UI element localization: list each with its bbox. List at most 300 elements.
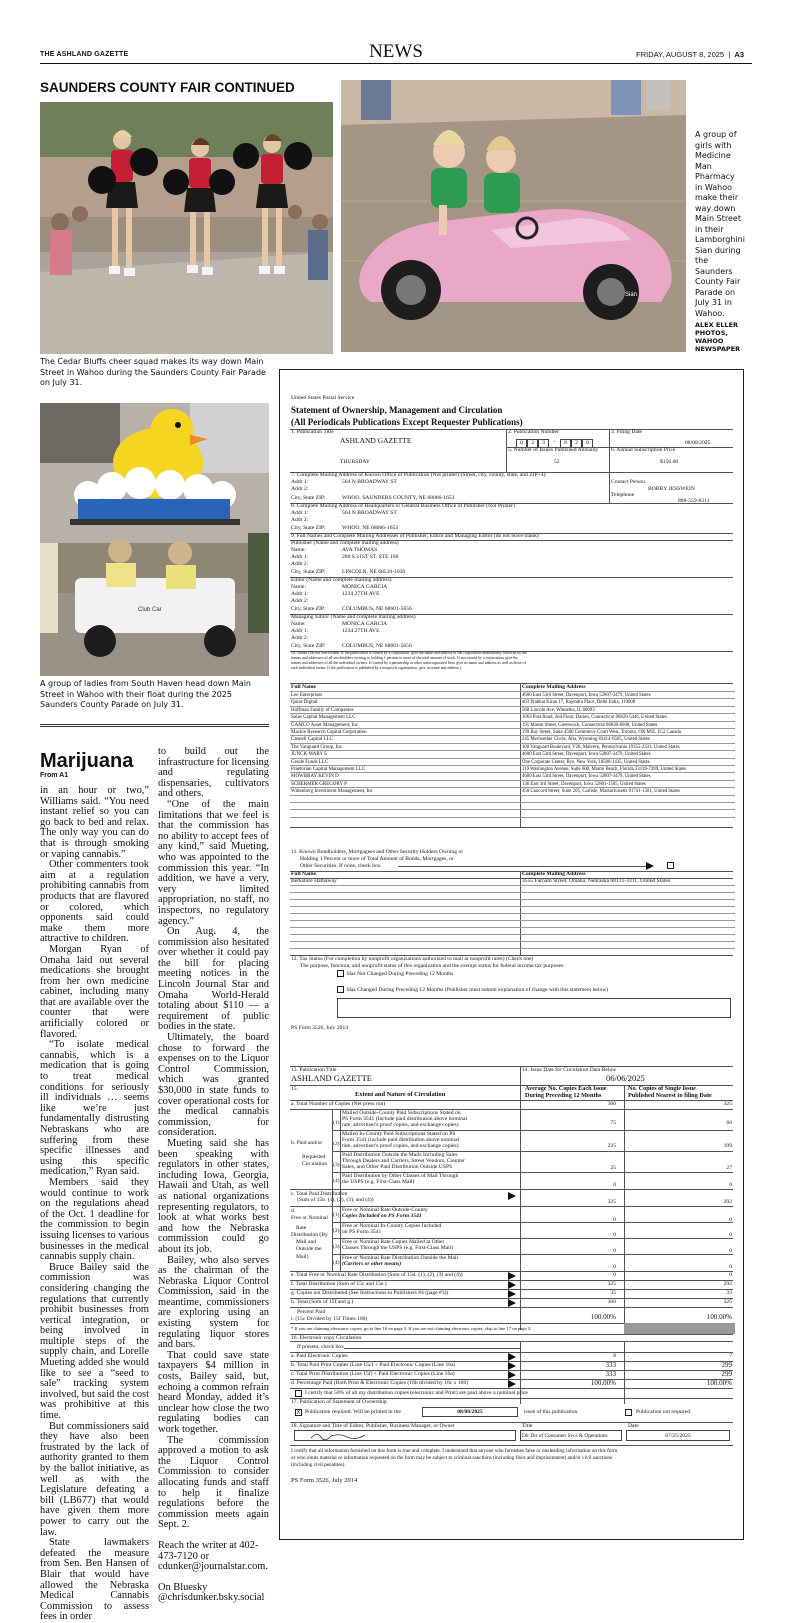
row-label: c. Total Paid Distribution <box>291 1191 348 1197</box>
owner-name: Cannell Capital LLC <box>291 737 333 743</box>
owner-name: Geode Funds LLC <box>291 759 329 765</box>
other-classes-single: 0 <box>729 1182 732 1188</box>
row-label: (Carriers or other means) <box>342 1261 402 1267</box>
field-label: 9. Full Names and Complete Mailing Addresses of Publisher, Editor and Managing Editor (do not leave blank) <box>291 533 539 539</box>
field-label: 8. Complete Mailing Address of Headquarters or General Business Office of Publisher (Not Printer) <box>291 503 515 509</box>
issue-frequency: THURSDAY <box>340 459 370 465</box>
owner-address: 110 Washington Avenue, Suite 600, Miami Beach, Florida 33139-7289, United States <box>522 767 687 772</box>
owner-address: 403 Prabhat Kiran 17, Rajendra Place, Delhi India, 110008 <box>522 700 636 706</box>
row-label: c. Total Print Distribution (Line 15f) + Paid Electronic Copies (Line 16a) <box>291 1371 455 1377</box>
row-label: on PS Form 3541 <box>342 1229 382 1235</box>
form-agency: United States Postal Service <box>291 395 355 401</box>
total-paid-avg: 325 <box>607 1199 616 1205</box>
issues-per-year: 52 <box>554 459 560 465</box>
field-label: Publisher (Name and complete mailing address) <box>291 540 399 546</box>
owner-name: Wittenberg Investment Management, Inc <box>291 789 373 795</box>
total-print-electronic-single: 299 <box>721 1370 732 1378</box>
bond-address-header: Complete Mailing Address <box>522 871 586 877</box>
field-label: Telephone <box>611 492 635 498</box>
field-label: Addr 2: <box>291 486 309 492</box>
field-label: City, State ZIP: <box>291 569 326 575</box>
office-city: WHOO, SAUNDERS COUNTY, NE 68066-1653 <box>342 495 455 501</box>
cart-plate: Club Car <box>138 607 162 613</box>
publisher-address: 200 S 21ST ST. STE 100 <box>342 554 399 560</box>
owner-name: Lee Enterprises <box>291 693 323 698</box>
field-label: Addr 1: <box>291 479 309 485</box>
row-label: a. Total Number of Copies (Net press run) <box>291 1101 386 1107</box>
signer-title: Dir Dir of Consumer Svcs & Operations <box>522 1433 608 1439</box>
paragraph: Morgan Ryan of Omaha laid out several medications she brought from her own medicine cabinet, including many that are available over the counter that were artificially colored or flavored. <box>40 943 149 1040</box>
other-classes-avg: 0 <box>613 1182 616 1188</box>
arrow-icon <box>646 862 654 870</box>
owner-address: 199 Bay Street, Suite 4500 Commerce Court West, Toronto, ON M5L 1G2 Canada <box>522 730 681 735</box>
outside-mail-single: 27 <box>726 1165 732 1171</box>
row-label: d. Percentage Paid (Both Print & Electronic Copies (16b divided by 16c x 100) <box>291 1380 469 1386</box>
photo-credit: ALEX ELLER PHOTOS, WAHOO NEWSPAPER <box>695 321 741 353</box>
electronic-note: * If you are claiming electronic copies, go to line 16 on page 3. If you are not claiming electronic copies, skip to line 17 on page 3. <box>291 1326 532 1331</box>
pub-num-digit: 0 <box>516 439 527 448</box>
owner-name: Quint Digital <box>291 700 318 706</box>
certification-text: or who omits material or information requested on the form may be subject to criminal sanctions (including fines and imprisonment) and/or civil sanctions <box>291 1455 612 1461</box>
bond-name-header: Full Name <box>291 871 317 877</box>
arrow-icon <box>508 1299 516 1307</box>
pub-num-digit: 3 <box>527 439 538 448</box>
field-label: Addr 1: <box>291 510 309 516</box>
total-distribution-single: 292 <box>723 1281 732 1287</box>
free-outside-county-avg: 0 <box>613 1217 616 1223</box>
owner-address: 4600 East 53rd Street, Davenport, Iowa 52807-3479, United States <box>522 774 651 780</box>
field-label: 17. Publication of Statement of Ownership <box>291 1399 387 1405</box>
field-label: Addr 2: <box>291 517 309 523</box>
subscription-price: $156.00 <box>660 459 679 465</box>
row-label: Free or Nominal Rate Distribution Outside the Mail <box>342 1255 459 1261</box>
paragraph: Bruce Bailey said the commission was considering changing the regulations that currently prohibit businesses from vertical integration, or being involved in multiple steps of the supply chain, and Lorelle Mueting added she would like to see a “seed to sale” tracking system involved, but said the cost was prohibitive at this time. <box>40 1261 149 1422</box>
not-distributed-single: 33 <box>726 1290 732 1296</box>
paper-name: THE ASHLAND GAZETTE <box>40 51 129 58</box>
pub-num-digit: 8 <box>560 439 571 448</box>
field-label: 13. Publication Title <box>291 1067 337 1073</box>
article-rule <box>40 724 269 727</box>
owner-row-empty <box>290 817 735 824</box>
paragraph: On Aug. 4, the commission also hesitated over whether it could pay the bill for placing meeting notices in the Lincoln Journal Star and Omaha World-Herald totaling about $110 — a requirement of public bodies in the state. <box>158 926 269 1033</box>
owner-name: Solas Capital Management LLC <box>291 715 356 721</box>
owner-row <box>290 691 735 698</box>
owner-instructions: names and addresses of all the individual owners. If owned by a partnership or other unincorporated firm, give its name and address as well as those of <box>291 661 526 665</box>
field-label: 7. Complete Mailing Address of Known Office of Publication (Not printer) (Street, city, county, state, and ZIP+4) <box>291 472 546 478</box>
total-free-single: 0 <box>729 1272 732 1278</box>
hq-city: WHOO, NE 68066-1653 <box>342 525 399 531</box>
duck-float-photo <box>40 403 269 676</box>
form-subtitle: (All Periodicals Publications Except Requester Publications) <box>291 417 523 427</box>
paragraph: That could save state taxpayers $4 million in costs, Bailey said, but, echoing a common refrain heard Monday, added it’s unclear how close the two regulating bodies can work together. <box>158 1349 269 1435</box>
tax-status-unchanged-checkbox[interactable] <box>337 970 344 977</box>
paid-print-electronic-avg: 333 <box>605 1361 616 1369</box>
publication-title: ASHLAND GAZETTE <box>340 436 412 445</box>
paragraph: in an hour or two,” Williams said. “You need instant relief so you can go back to bed and relax. The only way you can do that is through smoking or vaping cannabis.” <box>40 785 149 860</box>
owner-name: MOWBRAY KEVIN D <box>291 774 339 780</box>
total-free-avg: 0 <box>613 1272 616 1278</box>
form-title: Statement of Ownership, Management and Circulation <box>291 405 503 415</box>
paid-print-electronic-single: 299 <box>721 1361 732 1369</box>
row-label: Free or Nominal Rate Outside-County <box>342 1207 428 1213</box>
office-address: 564 N BROADWAY ST <box>342 479 397 485</box>
publication-title-2: ASHLAND GAZETTE <box>291 1073 372 1083</box>
field-label: Holding 1 Percent or more of Total Amount of Bonds, Mortgages, or <box>300 856 454 862</box>
owner-address: 4600 East 53rd Street, Davenport, Iowa 52807-3479, United States <box>522 752 651 758</box>
cheer-squad-photo <box>40 102 333 354</box>
row-label: Paid Distribution Outside the Mails Including Sales <box>342 1152 458 1158</box>
owner-name: GAMCO Asset Management, Inc <box>291 722 358 728</box>
field-label: Name: <box>291 621 306 627</box>
row-label: b. Total Paid Print Copies (Line 15c) + Paid Electronic Copies (Line 16a) <box>291 1362 456 1368</box>
publication-not-required-checkbox[interactable] <box>625 1409 632 1416</box>
editor-city: COLUMBUS, NE 68601-5656 <box>342 606 412 612</box>
paragraph: “To isolate medical cannabis, which is a medication that is going to treat medical conditions for seriously ill individuals … seems like we’re just fundamentally distrusting Nebraskans who are suffering from these specific illnesses and using this specific medication,” Ryan said. <box>40 1039 149 1178</box>
in-county-single: 199 <box>723 1143 732 1149</box>
owner-name: Hoffman Family of Companies <box>291 707 354 713</box>
row-label: g. Copies not Distributed (See Instructions to Publishers #4 (page #3)) <box>291 1290 449 1296</box>
ps-form-3526: United States Postal Service Statement of Ownership, Management and Circulation (All Periodicals Publications Except Requester Publications) 1. Publication Title ASHLAND GAZETTE 2. Publication Number 0 3 3 - 8 2 0 3. Filing Date 08/08/2025 5. Number of Issues Published Annually 52 6. Annual Subscription Price $156.00 THURSDAY 7. Complete Mailing Address of Known Office of Publication (Not printer) (Street, city, county, state, and ZIP+4) Contact Person BOBBY JESSWEIN Telephone 888-559-8311 Addr 1: 564 N BROADWAY ST Addr 2: City, State ZIP: WHOO, SAUNDERS COUNTY, NE 68066-1653 8. Complete Mailing Address of Headquarters or General Business Office of Publisher (Not Printer) Addr 1: 564 N BROADWAY ST Addr 2: City, State ZIP: WHOO, NE 68066-1653 9. Full Names and Complete Mailing Addresses of Publisher, Editor and Managing Editor (do not leave blank) Publisher (Name and complete mailing address) Name: AVA THOMAS Addr 1: 200 S 21ST ST. STE 100 Addr 2: City, State ZIP: LINCOLN, NE 68510-1030 Editor (Name and complete mailing address) Name: MONICA GARCIA Addr 1: 1234 27TH AVE Addr 2: City, State ZIP: COLUMBUS, NE 68601-5656 Managing Editor (Name and complete mailing address) Name: MONICA GARCIA Addr 1: 1234 27TH AVE Addr 2: City, State ZIP: COLUMBUS, NE 68601-5656 10. Owner (Do not leave blank. If the publication is owned by a corporation, give the name and address of the corporation immediately followed by the names and addresses of all stockholders owning or holding 1 percent or more of the total amount of stock. If not owned by a corporation, give the names and addresses of all the individual owners. If owned by a partnership or other unincorporated firm, give its name and address as well as those of each individual owner. If the publication is published by a nonprofit organization, give its name and address.) Full Name Complete Mailing Address Lee Enterprises 4600 East 53rd Street, Davenport, Iowa 52807-3479, United States Quint Digital 403 Prabhat Kiran 17, Rajendra Place, Delhi India, 110008 Hoffman Family of Companies 568 Lincoln Ave, Winnetka, IL 60093 Solas Capital Management LLC 1063 Post Road, 2nd Floor, Darien, Connecticut 06820-5446, United States GAMCO Asset Management, Inc 191 Mason Street, Greenwich, Connecticut 06830-6608, United States Mackie Research Capital Corporation 199 Bay Street, Suite 4500 Commerce Court West, Toronto, ON M5L 1G2 Canada Cannell Capital LLC 245 Meriwether Circle, Alta, Wyoming 83414-6565, United States The Vanguard Group, Inc. 100 Vanguard Boulevard, V26, Malvern, Pennsylvania 19355-2331, United States JUNCK MARY E 4600 East 53rd Street, Davenport, Iowa 52807-3479, United States Geode Funds LLC One Corporate Center, Rye, New York, 10580-1435, United States Praetorian Capital Management LLC 110 Washington Avenue, Suite 600, Miami Beach, Florida 33139-7289, United States MOWBRAY KEVIN D 4600 East 53rd Street, Davenport, Iowa 52807-3479, United States SCHERMER GREGORY P 136 East 3rd Street, Davenport, Iowa 52801-1505, United States Wittenberg Investment Management, Inc 450 Concord Street, Suite 205, Carlisle, Massachusetts 01741-1581, United States 11. Known Bondholders, Mortgagees and Other Security Holders Owning or Holding 1 Percent or more of Total Amount of Bonds, Mortgages, or Other Securities. If none, check box Full Name Complete Mailing Address Berkshire Hathaway 3555 Farnam Street, Omaha, Nebraska 68131-3311, United States 12. Tax Status (For completion by nonprofit organizations authorized to mail at nonprofit rates) (Check one) The purpose, function, and nonprofit status of this organization and the exempt status for federal income tax purposes: Has Not Changed During Preceding 12 Months Has Changed During Preceding 12 Months (Publisher must submit explanation of change with this statement below) PS Form 3526, July 2014 13. Publication Title ASHLAND GAZETTE 14. Issue Date for Circulation Data Below 06/06/2025 15. Extent and Nature of Circulation Average No. Copies Each Issue During Preceding 12 Months No. Copies of Single Issue Published Nearest to filing Date a. Total Number of Copies (Net press run) 360 325 b. Paid and/or Requested Circulation (1) Mailed Outside-County Paid Subscriptions Stated on PS Form 3541 (Include paid distribution above nominal rate, advertiser's proof copies, and exchange copies) 75 66 (2) Mailed In-County Paid Subscriptions Stated on PS Form 3541 (include paid distribution above nominal rate, advertiser's proof copies, and exchange copies) 225 199 (3) Paid Distribution Outside the Mails Including Sales Through Dealers and Carriers, Street Vendors, Counter Sales, and Other Paid Distribution Outside USPS 25 27 (4) Paid Distribution by Other Classes of Mail Through the USPS (e.g. First-Class Mail) 0 0 c. Total Paid Distribution (Sum of 15b. (1), (2), (3), and (4)) 325 292 d. Free or Nominal Rate Distribution (By Mail and Outside the Mail) (1) Free or Nominal Rate Outside-County Copies Included on PS Form 3541 0 0 (2) Free or Nominal In-County Copies Included on PS Form 3541 0 0 (3) Free or Nominal Rate Copies Mailed at Other Classes Through the USPS (e.g. First-Class Mail) 0 0 (4) Free or Nominal Rate Distribution Outside the Mail (Carriers or other means) 0 0 e. Total Free or Nominal Rate Distribution (Sum of 15d. (1), (2), (3) and (4)) 0 0 f. Total Distribution (Sum of 15c and 15e.) 325 292 g. Copies not Distributed (See Instructions to Publishers #4 (page #3)) 35 33 h. Total (Sum of 15f and g.) 360 325 Percent Paid i. (15c Divided by 15f Times 100) 100.00% 100.00% * If you are claiming electronic copies, go to line 16 on page 3. If you are not claiming electronic copies, skip to line 17 on page 3. 16. Electronic copy Circulation If present, check box a. Paid Electronic Copies 8 7 b. Total Paid Print Copies (Line 15c) + Paid Electronic Copies (Line 16a) 333 299 c. Total Print Distribution (Line 15f) + Paid Electronic Copies (Line 16a) 333 299 d. Percentage Paid (Both Print & Electronic Copies (16b divided by 16c x 100) 100.00% 100.00% I certify that 50% of all my distribution copies (electronic and Print) are paid above a nominal price 17. Publication of Statement of Ownership X Publication required. Will be printed in the 08/08/2025 issue of this publication. Publication not required 18. Signature and Title of Editor, Publisher, Business Manager, or Owner Title Date Dir Dir of Consumer Svcs & Operations 07/25/2025 I certify that all information furnished on this form is true and complete. I understand that anyone who furnishes false or misleading information on this form or who omits material or information requested on the form may be subject to criminal sanctions (including fines and imprisonment) and/or civil sanctions (including civil penalties). PS Form 3526, July 2014 <box>279 369 744 1540</box>
field-label: Name: <box>291 547 306 553</box>
publication-number: 0 3 3 - 8 2 0 <box>516 439 593 448</box>
row-label: I certify that 50% of all my distribution copies (electronic and Print) are paid above a nominal price <box>305 1390 528 1396</box>
owners-address-header: Complete Mailing Address <box>522 684 586 690</box>
total-single: 325 <box>723 1299 732 1305</box>
signed-date: 07/25/2025 <box>665 1433 691 1439</box>
row-label: Mail) <box>296 1254 309 1260</box>
owner-row <box>290 728 735 735</box>
field-label: City, State ZIP: <box>291 495 326 501</box>
article-jump: From A1 <box>40 772 69 779</box>
owner-row <box>290 698 735 705</box>
owner-row <box>290 743 735 750</box>
field-label: Other Securities. If none, check box <box>300 863 381 869</box>
certification-text: I certify that all information furnished on this form is true and complete. I understand that anyone who furnishes false or misleading information on this form <box>291 1448 618 1454</box>
field-label: Title <box>522 1423 533 1429</box>
percent-paid-avg: 100.00% <box>590 1313 616 1321</box>
owner-address: 4600 East 53rd Street, Davenport, Iowa 52807-3479, United States <box>522 693 651 698</box>
paragraph: Ultimately, the board chose to forward the expenses on to the Liquor Control Commission, which was granted $30,000 in state funds to cover operational costs for the medical cannabis commission, for consideration. <box>158 1032 269 1139</box>
row-label: the USPS (e.g. First-Class Mail) <box>342 1179 415 1185</box>
owner-address: 100 Vanguard Boulevard, V26, Malvern, Pennsylvania 19355-2331, United States <box>522 744 680 750</box>
row-label: Rate <box>296 1225 307 1231</box>
field-label: City, State ZIP: <box>291 606 326 612</box>
row-label: Publication not required <box>636 1409 691 1415</box>
no-bondholders-checkbox[interactable] <box>667 862 674 869</box>
owner-row <box>290 750 735 757</box>
owner-address: 1063 Post Road, 2nd Floor, Darien, Connecticut 06820-5446, United States <box>522 715 667 721</box>
owner-row <box>290 758 735 765</box>
single-header: No. Copies of Single Issue <box>628 1085 696 1092</box>
field-label: 14. Issue Date for Circulation Data Below <box>522 1067 617 1073</box>
row-label: Paid Distribution by Other Classes of Mail Through <box>342 1173 459 1179</box>
row-label: (Sum of 15b. (1), (2), (3), and (4)) <box>297 1197 374 1203</box>
owner-row-empty <box>290 809 735 816</box>
total-copies-avg: 360 <box>607 1101 616 1107</box>
owner-row <box>290 780 735 787</box>
paragraph: State lawmakers defeated the measure from Sen. Ben Hansen of Blair that would have allowed the Nebraska Medical Cannabis Commission to assess fees in order <box>40 1537 149 1623</box>
bond-row-empty <box>290 899 735 906</box>
row-label: f. Total Distribution (Sum of 15c and 15e.) <box>291 1281 387 1287</box>
row-label: b. Paid and/or <box>291 1140 323 1146</box>
owner-row <box>290 787 735 794</box>
total-avg: 360 <box>607 1299 616 1305</box>
paragraph: Mueting said she has been speaking with regulators in other states, including Iowa, Georgia, Hawaii and Utah, as well as national organizations representing regulators, to look at what works best and how the Nebraska commission could go about its job. <box>158 1137 269 1255</box>
field-label: 12. Tax Status (For completion by nonprofit organizations authorized to mail at nonprofit rates) (Check one) <box>291 956 534 962</box>
tax-status-changed-checkbox[interactable] <box>337 986 344 993</box>
explanation-box[interactable] <box>337 998 731 1018</box>
arrow-icon <box>508 1192 516 1200</box>
owner-address: One Corporate Center, Rye, New York, 10580-1435, United States <box>522 759 650 765</box>
field-label: 1. Publication Title <box>291 429 334 435</box>
field-label: City, State ZIP: <box>291 525 326 531</box>
row-label: Percent Paid <box>297 1309 326 1315</box>
writer-bluesky: On Bluesky @chrisdunker.bsky.social <box>158 1581 265 1604</box>
row-label: Mail and <box>296 1239 317 1245</box>
percent-paid-electronic-avg: 100.00% <box>590 1379 616 1387</box>
owner-address: 245 Meriwether Circle, Alta, Wyoming 83414-6565, United States <box>522 737 650 743</box>
avg-header: During Preceding 12 Months <box>525 1092 602 1099</box>
statement-date: 08/08/2025 <box>457 1409 483 1415</box>
paid-electronic-avg: 8 <box>613 1353 616 1359</box>
girls-caption-text: A group of girls with Medicine Man Pharmacy in Wahoo make their way down Main Street in their Lamborghini Sian during the Saunders County Fair Parade on July 31 in Wahoo. <box>695 130 745 318</box>
row-label: Mailed Outside-County Paid Subscriptions Stated on <box>342 1110 461 1116</box>
arrow-icon <box>508 1281 516 1289</box>
telephone: 888-559-8311 <box>678 498 710 504</box>
field-label: Date <box>628 1423 639 1429</box>
row-label: rate, advertiser's proof copies, and exchange copies) <box>342 1122 459 1128</box>
single-header: Published Nearest to filing Date <box>628 1092 712 1099</box>
field-label: Editor (Name and complete mailing address) <box>291 577 392 583</box>
owner-row <box>290 735 735 742</box>
row-label: e. Total Free or Nominal Rate Distribution (Sum of 15d. (1), (2), (3) and (4)) <box>291 1272 463 1278</box>
outside-mail-avg: 25 <box>610 1165 616 1171</box>
free-in-county-single: 0 <box>729 1232 732 1238</box>
arrow-icon <box>508 1272 516 1280</box>
form-footer-2: PS Form 3526, July 2014 <box>291 1477 358 1484</box>
row-label: issue of this publication. <box>524 1409 579 1415</box>
field-label: City, State ZIP: <box>291 643 326 649</box>
arrow-icon <box>508 1371 516 1379</box>
field-label: Has Not Changed During Preceding 12 Months <box>347 971 454 977</box>
row-label: PS Form 3541 (Include paid distribution above nominal <box>342 1116 468 1122</box>
bond-row-empty <box>290 948 735 955</box>
bondholder-address: 3555 Farnam Street, Omaha, Nebraska 68131-3311, United States <box>522 878 670 884</box>
owner-name: JUNCK MARY E <box>291 752 328 758</box>
owner-address: 191 Mason Street, Greenwich, Connecticut 06830-6608, United States <box>522 722 658 728</box>
free-other-classes-avg: 0 <box>613 1248 616 1254</box>
date-page: FRIDAY, AUGUST 8, 2025 | A3 <box>636 50 744 59</box>
row-label: a. Paid Electronic Copies <box>291 1353 348 1359</box>
percent-paid-electronic-single: 100.00% <box>706 1379 732 1387</box>
field-label: Name: <box>291 584 306 590</box>
publisher-city: LINCOLN, NE 68510-1030 <box>342 569 406 575</box>
owner-row <box>290 772 735 779</box>
field-label: Addr 1: <box>291 554 309 560</box>
writer-contact: Reach the writer at 402-473-7120 or cdunker@journalstar.com. <box>158 1539 268 1573</box>
owner-row-empty <box>290 795 735 802</box>
contact-person: BOBBY JESSWEIN <box>648 486 695 492</box>
field-label: 6. Annual Subscription Price <box>611 447 676 453</box>
owner-row <box>290 765 735 772</box>
field-label: Addr 2: <box>291 635 309 641</box>
field-label: Addr 1: <box>291 628 309 634</box>
owner-address: 450 Concord Street, Suite 205, Carlisle, Massachusetts 01741-1581, United States <box>522 789 680 795</box>
field-label: Contact Person <box>611 479 646 485</box>
field-label: If present, check box <box>297 1344 344 1350</box>
issue-date: FRIDAY, AUGUST 8, 2025 <box>636 50 725 59</box>
owner-name: The Vanguard Group, Inc. <box>291 744 344 750</box>
field-label: 15. <box>291 1086 298 1092</box>
field-label: 18. Signature and Title of Editor, Publisher, Business Manager, or Owner <box>291 1423 455 1429</box>
field-label: 11. Known Bondholders, Mortgagees and Other Security Holders Owning or <box>291 849 464 855</box>
publisher-name: AVA THOMAS <box>342 547 378 553</box>
paragraph: Other commenters took aim at a regulation prohibiting cannabis from products that are flavored or colored, which opponents said could make them more attractive to children. <box>40 859 149 945</box>
header-rule <box>40 63 752 64</box>
article-column-2 <box>158 747 269 1604</box>
owner-row <box>290 706 735 713</box>
arrow-icon <box>508 1380 516 1388</box>
owner-row-empty <box>290 802 735 809</box>
car-badge: Sián <box>625 292 638 298</box>
article-column-1 <box>40 786 149 1623</box>
section-title: SAUNDERS COUNTY FAIR CONTINUED <box>40 80 295 95</box>
circulation-issue-date: 06/06/2025 <box>606 1073 645 1083</box>
bond-row-empty <box>290 927 735 934</box>
pub-num-digit: 3 <box>538 439 549 448</box>
owner-instructions: each individual owner. If the publication is published by a nonprofit organization, give its name and address.) <box>291 666 462 670</box>
page-number: A3 <box>734 50 744 59</box>
row-label: i. (15c Divided by 15f Times 100) <box>291 1316 368 1322</box>
row-label: Free or Nominal <box>291 1215 328 1221</box>
arrow-icon <box>508 1290 516 1298</box>
field-label: 16. Electronic copy Circulation <box>291 1335 362 1341</box>
total-paid-single: 292 <box>723 1199 732 1205</box>
duck-caption: A group of ladies from South Haven head down Main Street in Wahoo with their float during the 2025 Saunders County Parade on July 31. <box>40 679 251 709</box>
bond-row-empty <box>290 885 735 892</box>
total-copies-single: 325 <box>723 1101 732 1107</box>
owner-name: SCHERMER GREGORY P <box>291 781 347 787</box>
arrow-icon <box>508 1362 516 1370</box>
shaded-cell <box>624 1323 735 1334</box>
free-other-classes-single: 0 <box>729 1248 732 1254</box>
owner-row <box>290 713 735 720</box>
row-label: Through Dealers and Carriers, Street Vendors, Counter <box>342 1158 465 1164</box>
cheer-caption: The Cedar Bluffs cheer squad makes its way down Main Street in Wahoo during the Saunders County Fair Parade on July 31. <box>40 357 266 387</box>
field-label: The purpose, function, and nonprofit status of this organization and the exempt status for federal income tax purposes: <box>300 963 565 969</box>
row-label: Circulation <box>302 1161 328 1167</box>
field-label: Addr 2: <box>291 598 309 604</box>
managing-editor-name: MONICA GARCIA <box>342 621 388 627</box>
paragraph: “One of the main limitations that we feel is that the commission has no ability to accept fees of any kind,” said Mueting, who was appointed to the commission this year. “In addition, we have a very, very limited appropriation, no staff, no inspectors, no regulatory agency.” <box>158 798 269 927</box>
field-label: Addr 1: <box>291 591 309 597</box>
article-headline: Marijuana <box>40 750 134 772</box>
signature-mark <box>309 1431 369 1441</box>
row-label: rate, advertiser's proof copies, and exchange copies) <box>342 1143 459 1149</box>
extent-header: Extent and Nature of Circulation <box>355 1091 446 1098</box>
row-label: Requested <box>302 1154 326 1160</box>
row-label: Outside the <box>296 1246 322 1252</box>
paragraph: to build out the infrastructure for licensing and regulating dispensaries, cultivators and others. <box>158 746 269 800</box>
row-label: Free or Nominal Rate Copies Mailed at Other <box>342 1239 445 1245</box>
row-label: h. Total (Sum of 15f and g.) <box>291 1299 354 1305</box>
row-label: Publication required. Will be printed in the <box>305 1409 401 1415</box>
owner-address: 568 Lincoln Ave, Winnetka, IL 60093 <box>522 707 595 713</box>
bond-row-empty <box>290 906 735 913</box>
bond-row-empty <box>290 913 735 920</box>
paragraph: Bailey, who also serves as the chairman of the Nebraska Liquor Control Commission, said in the meantime, commissioners are exploring using an existing system for regulating liquor stores and bars. <box>158 1254 269 1351</box>
outside-county-single: 66 <box>726 1120 732 1126</box>
field-label: 5. Number of Issues Published Annually <box>508 447 599 453</box>
outside-county-avg: 75 <box>610 1120 616 1126</box>
paid-electronic-single: 7 <box>729 1353 732 1359</box>
bond-row-empty <box>290 941 735 948</box>
total-distribution-avg: 325 <box>607 1281 616 1287</box>
field-label: Addr 2: <box>291 561 309 567</box>
filing-date: 08/08/2025 <box>685 440 711 446</box>
owner-instructions: names and addresses of all stockholders owning or holding 1 percent or more of the total amount of stock. If not owned by a corporation, give the <box>291 656 518 660</box>
row-label: Copies Included on PS Form 3541 <box>342 1213 422 1219</box>
row-label: Mailed In-County Paid Subscriptions Stated on PS <box>342 1131 456 1137</box>
publication-required-checkbox[interactable]: X <box>296 1410 301 1416</box>
lamborghini-photo <box>341 80 686 352</box>
row-label: Sales, and Other Paid Distribution Outside USPS <box>342 1164 453 1170</box>
owner-address: 136 East 3rd Street, Davenport, Iowa 52801-1505, United States <box>522 781 646 787</box>
editor-name: MONICA GARCIA <box>342 584 388 590</box>
row-label: Classes Through the USPS (e.g. First-Class Mail) <box>342 1245 454 1251</box>
owner-row <box>290 721 735 728</box>
row-label: Free or Nominal In-County Copies Included <box>342 1223 442 1229</box>
bond-row-empty <box>290 920 735 927</box>
in-county-avg: 225 <box>607 1143 616 1149</box>
bond-row-empty <box>290 934 735 941</box>
editor-address: 1234 27TH AVE <box>342 591 380 597</box>
field-label: Managing Editor (Name and complete mailing address) <box>291 614 416 620</box>
paragraph: Members said they would continue to work on the regulations ahead of the Oct. 1 deadline for the commission to begin issuing licenses to various businesses in the medical cannabis supply chain. <box>40 1176 149 1263</box>
signature-field[interactable] <box>294 1430 516 1441</box>
total-print-electronic-avg: 333 <box>605 1370 616 1378</box>
pub-num-digit: 2 <box>571 439 582 448</box>
bond-row-empty <box>290 892 735 899</box>
owner-instructions: 10. Owner (Do not leave blank. If the publication is owned by a corporation, give the name and address of the corporation immediately followed by the <box>291 651 527 655</box>
free-in-county-avg: 0 <box>613 1232 616 1238</box>
avg-header: Average No. Copies Each Issue <box>525 1085 607 1092</box>
bondholder-name: Berkshire Hathaway <box>291 878 337 884</box>
field-label: 2. Publication Number <box>508 429 559 435</box>
owner-name: Mackie Research Capital Corporation <box>291 730 367 735</box>
not-distributed-avg: 35 <box>610 1290 616 1296</box>
managing-editor-address: 1234 27TH AVE <box>342 628 380 634</box>
paragraph: The commission approved a motion to ask the Liquor Control Commission to consider allocating funds and staff to help it finalize regulations before the commission meets again Sept. 2. <box>158 1434 269 1531</box>
owner-name: Praetorian Capital Management LLC <box>291 767 366 772</box>
row-label: Distribution (By <box>291 1232 328 1238</box>
managing-editor-city: COLUMBUS, NE 68601-5656 <box>342 643 412 649</box>
owners-name-header: Full Name <box>291 684 317 690</box>
free-outside-county-single: 0 <box>729 1217 732 1223</box>
free-outside-mail-avg: 0 <box>613 1264 616 1270</box>
hq-address: 564 N BROADWAY ST <box>342 510 397 516</box>
certification-text: (including civil penalties). <box>291 1462 346 1468</box>
free-outside-mail-single: 0 <box>729 1264 732 1270</box>
paragraph: But commissioners said they have also been frustrated by the lack of authority granted to them by the ballot initiative, as well as with the Legislature defeating a bill (LB677) that would have given them more power to carry out the law. <box>40 1420 149 1538</box>
certify-50-percent-checkbox[interactable] <box>295 1390 302 1397</box>
pub-num-digit: 0 <box>582 439 593 448</box>
girls-caption <box>695 130 745 353</box>
percent-paid-single: 100.00% <box>706 1313 732 1321</box>
section-name: NEWS <box>369 41 423 62</box>
field-label: 3. Filing Date <box>611 429 642 435</box>
arrow-icon <box>508 1353 516 1361</box>
